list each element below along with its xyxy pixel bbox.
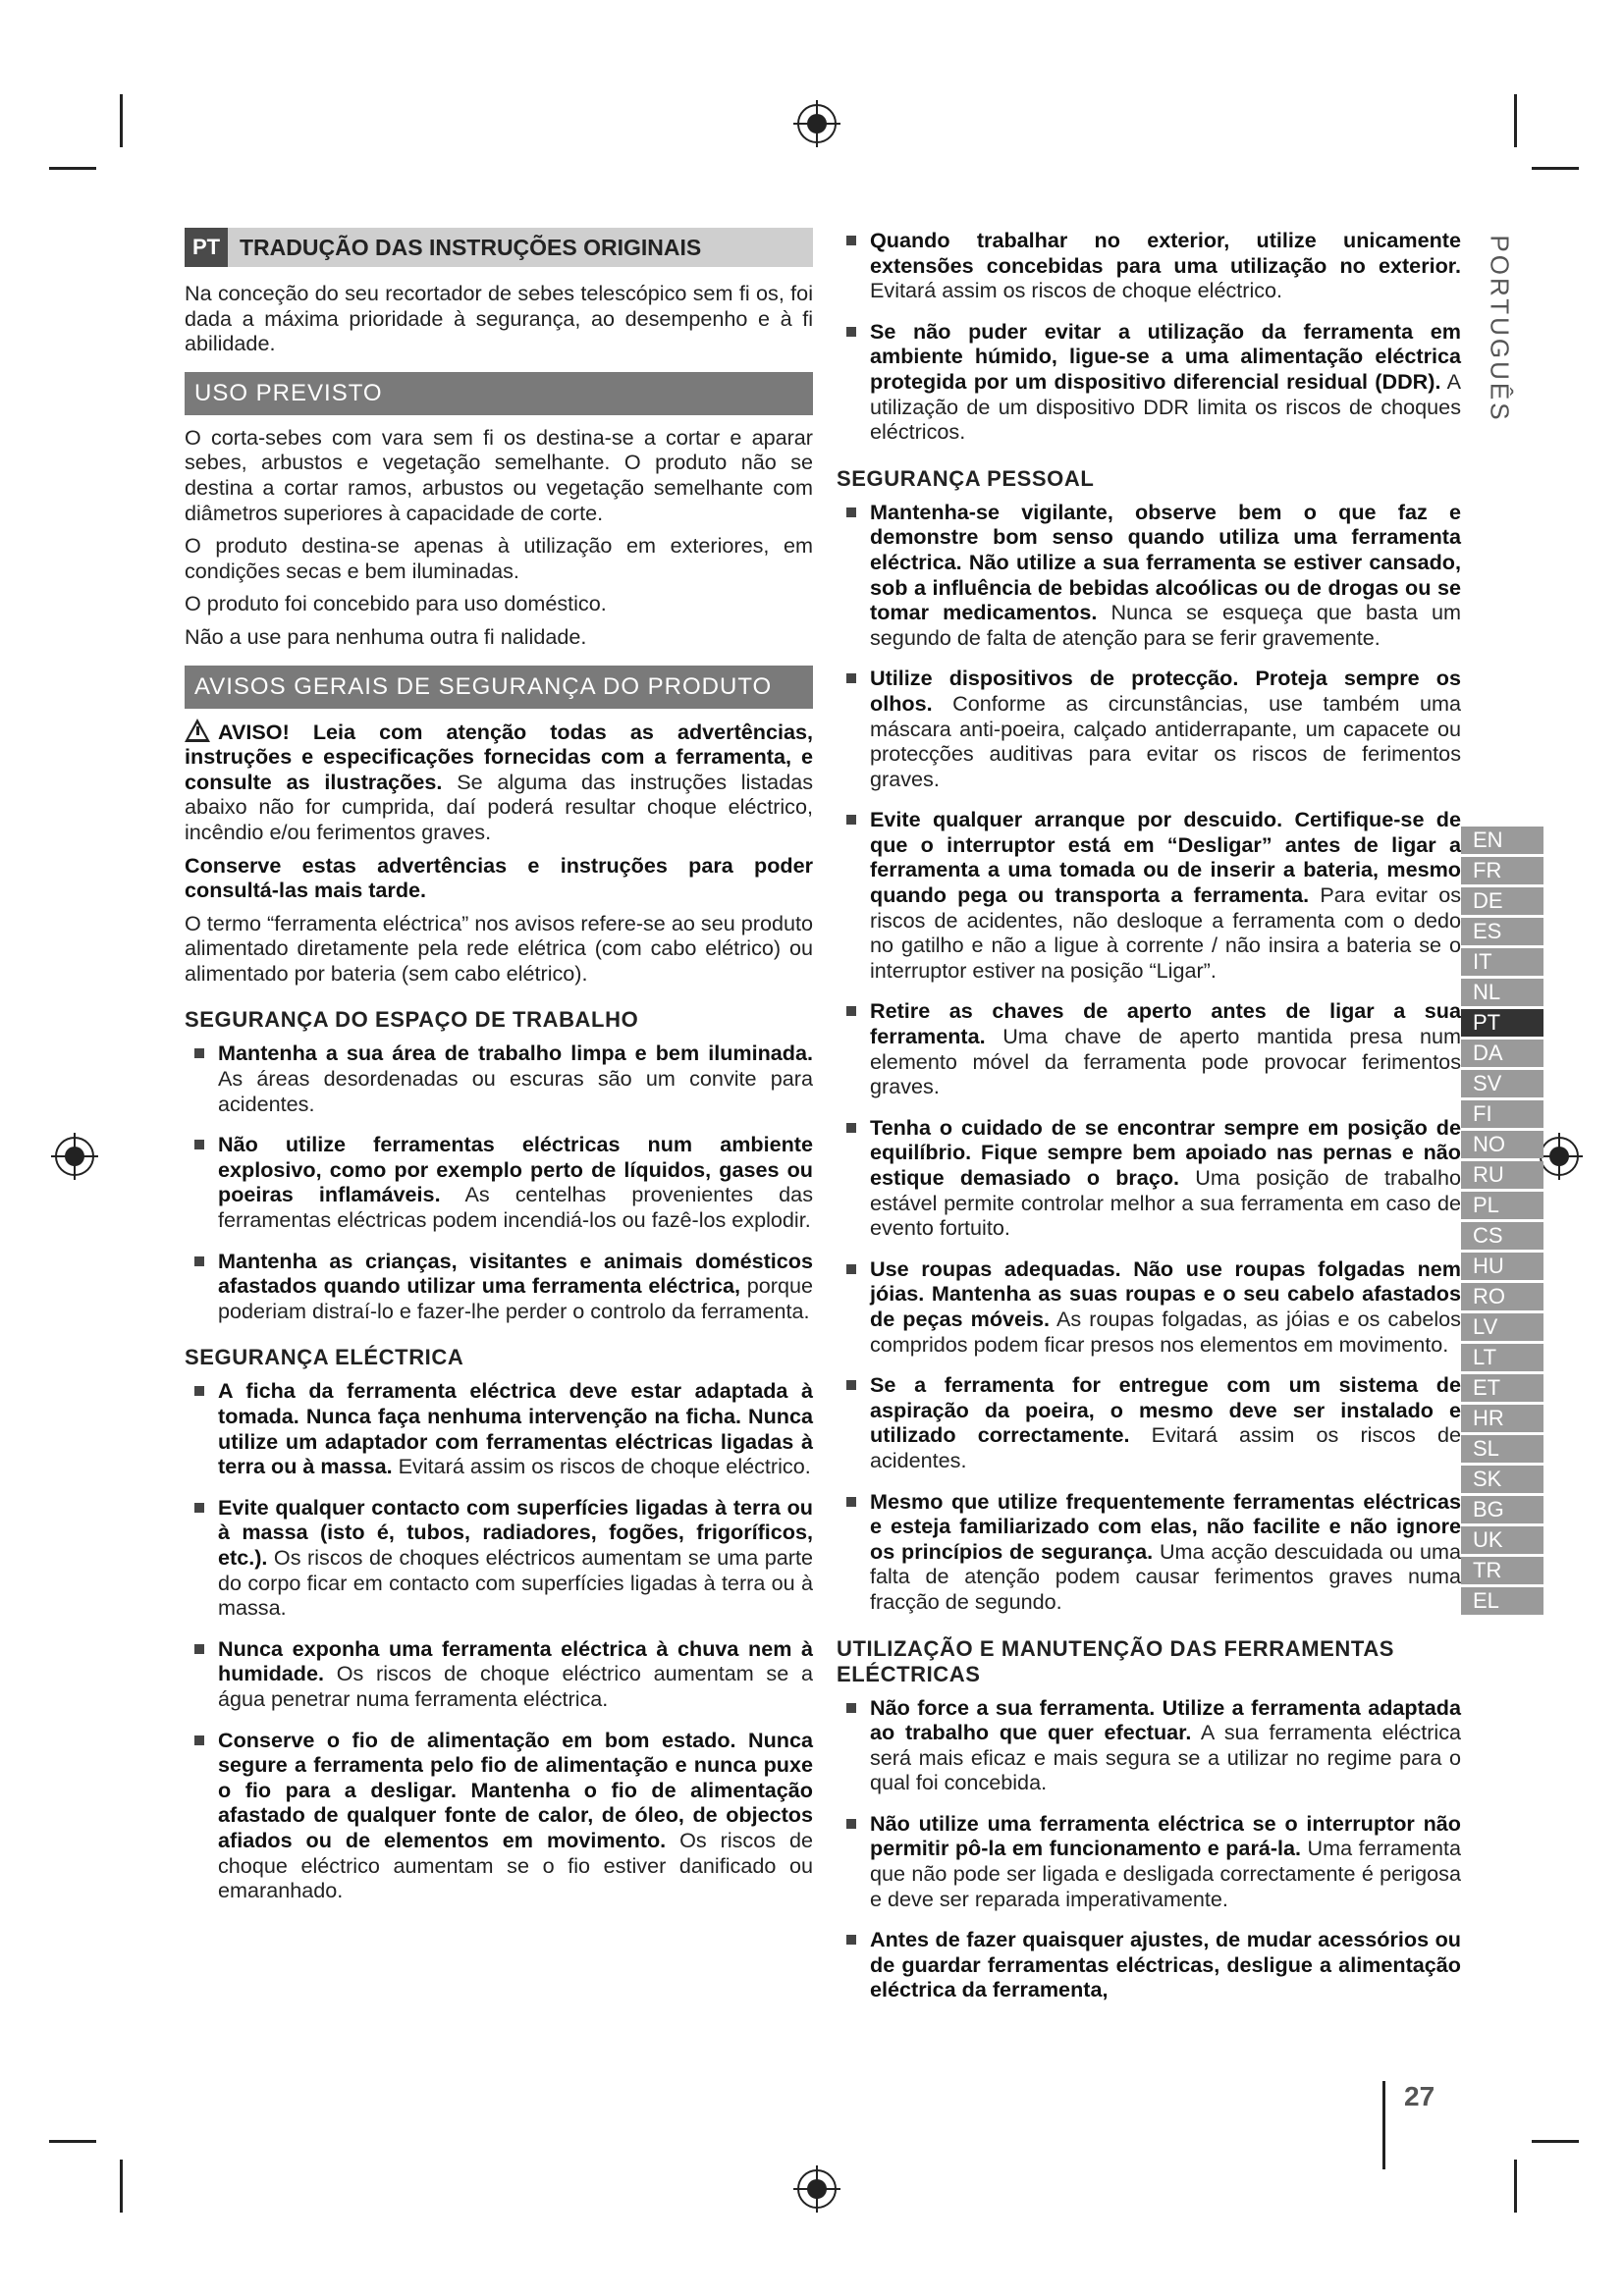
subheading-utilizacao: UTILIZAÇÃO E MANUTENÇÃO DAS FERRAMENTAS ELÉCTRICAS [837, 1635, 1395, 1686]
square-bullet-icon [846, 1497, 856, 1507]
language-tab-pt: PT [1461, 1009, 1543, 1037]
warning-triangle-icon [185, 719, 210, 742]
list-item [185, 1249, 813, 1324]
square-bullet-icon [846, 507, 856, 517]
language-tab-de: DE [1461, 887, 1543, 915]
item-bold-text: Retire as chaves de aperto antes de ligar a sua ferramenta. [870, 998, 1461, 1049]
list-item [837, 998, 1461, 1098]
item-text: Uma acção descuidada ou uma falta de atenção podem causar ferimentos graves numa fracção de segundo. [870, 1538, 1461, 1614]
language-tab-sk: SK [1461, 1466, 1543, 1493]
item-bold-text: Nunca exponha uma ferramenta eléctrica à chuva nem à humidade. [218, 1635, 813, 1686]
language-tab-hu: HU [1461, 1253, 1543, 1280]
conserve-paragraph: Conserve estas advertências e instruções para poder consultá-las mais tarde. [185, 852, 813, 903]
language-tab-tr: TR [1461, 1557, 1543, 1584]
item-text: Nunca se esqueça que basta um segundo de falta de atenção para se ferir gravemente. [870, 600, 1461, 650]
list-item [185, 1495, 813, 1621]
list-item [837, 1372, 1461, 1472]
item-bold-text: Evite qualquer contacto com superfícies ligadas à terra ou à massa (isto é, tubos, radiadores, fogões, frigoríficos, etc.). [218, 1494, 813, 1570]
square-bullet-icon [194, 1140, 204, 1149]
language-tab-ro: RO [1461, 1283, 1543, 1310]
list-utilizacao [837, 1695, 1461, 2003]
language-badge: PT [185, 228, 228, 267]
registration-mark-icon [55, 1137, 94, 1176]
list-item [837, 228, 1461, 303]
language-tab-lt: LT [1461, 1344, 1543, 1371]
item-bold-text: Utilize dispositivos de protecção. Proteja sempre os olhos. [870, 666, 1461, 716]
language-tabs [1461, 827, 1543, 1618]
item-text: A sua ferramenta eléctrica será mais eficaz e mais segura se a utilizar no regime para o qual foi concebida. [870, 1720, 1462, 1795]
item-bold-text: Mantenha-se vigilante, observe bem o que faz e demonstre bom senso quando utiliza uma ferramenta eléctrica. Não utilize a sua ferramenta se estiver cansado, sob a influência de bebidas alcoólicas ou de drogas ou se tomar medicamentos. [870, 499, 1461, 625]
warning-paragraph: AVISO! Leia com atenção todas as advertências, instruções e especificações fornecidas com a ferramenta, e consulte as ilustrações. Se alguma das instruções listadas abaixo não for cumprida, daí poderá resultar choque eléctrico, incêndio e/ou ferimentos graves. [185, 719, 814, 844]
paragraph: O corta-sebes com vara sem fi os destina-se a cortar e aparar sebes, arbustos e vegetação semelhante. O produto não se destina a cortar ramos, arbustos ou vegetação semelhante com diâmetros superiores à capacidade de corte. [185, 424, 813, 525]
item-text: Evitará assim os riscos de choque eléctrico. [870, 278, 1283, 303]
square-bullet-icon [846, 1006, 856, 1016]
registration-mark-icon [797, 104, 837, 143]
subheading-electrica: SEGURANÇA ELÉCTRICA [185, 1345, 464, 1370]
item-bold-text: Evite qualquer arranque por descuido. Certifique-se de que o interruptor está em “Desligar” antes de ligar a ferramenta a uma tomada ou de inserir a bateria, mesmo quando pega ou transporta a ferramenta. [870, 807, 1461, 908]
language-tab-pl: PL [1461, 1192, 1543, 1219]
item-bold-text: A ficha da ferramenta eléctrica deve estar adaptada à tomada. Nunca faça nenhuma intervenção na ficha. Nunca utilize um adaptador com ferramentas eléctricas ligadas à terra ou à massa. [218, 1378, 813, 1479]
square-bullet-icon [846, 1819, 856, 1829]
language-tab-en: EN [1461, 827, 1543, 854]
language-tab-el: EL [1461, 1587, 1543, 1615]
square-bullet-icon [846, 236, 856, 245]
square-bullet-icon [194, 1735, 204, 1745]
document-title-bar [185, 228, 813, 267]
paragraph: Não a use para nenhuma outra fi nalidade. [185, 623, 587, 649]
section-heading-uso-previsto: USO PREVISTO [185, 372, 813, 415]
list-electrica [185, 1378, 813, 1902]
list-item [837, 1115, 1461, 1241]
list-item [185, 1378, 813, 1478]
list-item [837, 319, 1461, 445]
subheading-espaco: SEGURANÇA DO ESPAÇO DE TRABALHO [185, 1007, 639, 1033]
square-bullet-icon [846, 673, 856, 683]
item-bold-text: Se a ferramenta for entregue com um sistema de aspiração da poeira, o mesmo deve ser instalado e utilizado correctamente. [870, 1372, 1461, 1448]
language-tab-fr: FR [1461, 857, 1543, 884]
item-text: Conforme as circunstâncias, use também uma máscara anti-poeira, calçado antiderrapante, um capacete ou protecções auditivas para evitar os riscos de ferimentos graves. [870, 690, 1461, 791]
registration-mark-icon [797, 2169, 837, 2209]
page-number-bar [1382, 2081, 1385, 2169]
item-bold-text: Se não puder evitar a utilização da ferramenta em ambiente húmido, ligue-se a uma alimentação eléctrica protegida por um dispositivo diferencial residual (DDR). [870, 318, 1461, 394]
language-tab-fi: FI [1461, 1100, 1543, 1128]
item-text: Evitará assim os riscos de acidentes. [870, 1422, 1461, 1472]
left-column [185, 228, 813, 1919]
item-text: Para evitar os riscos de acidentes, não desloque a ferramenta com o dedo no gatilho e não a ligue à corrente / não insira a bateria se o interruptor estiver na posição “Ligar”. [870, 882, 1461, 983]
list-item [185, 1132, 813, 1232]
square-bullet-icon [194, 1048, 204, 1058]
item-text: As áreas desordenadas ou escuras são um convite para acidentes. [218, 1066, 813, 1116]
list-item [837, 807, 1461, 983]
list-espaco [185, 1041, 813, 1323]
crop-mark [120, 2160, 123, 2213]
item-bold-text: Mantenha a sua área de trabalho limpa e bem iluminada. [218, 1041, 813, 1066]
list-item [837, 1927, 1461, 2002]
list-pessoal [837, 500, 1461, 1615]
crop-mark [1514, 2160, 1517, 2213]
item-text: Uma posição de trabalho estável permite controlar melhor a sua ferramenta em caso de evento fortuito. [870, 1165, 1462, 1241]
square-bullet-icon [194, 1644, 204, 1654]
language-tab-uk: UK [1461, 1526, 1543, 1554]
language-tab-nl: NL [1461, 979, 1543, 1006]
language-tab-et: ET [1461, 1374, 1543, 1402]
language-tab-cs: CS [1461, 1222, 1543, 1250]
item-bold-text: Use roupas adequadas. Não use roupas folgadas nem jóias. Mantenha as suas roupas e o seu cabelo afastados de peças móveis. [870, 1255, 1461, 1331]
item-bold-text: Mantenha as crianças, visitantes e animais domésticos afastados quando utilizar uma ferramenta eléctrica, [218, 1248, 813, 1299]
item-bold-text: Conserve o fio de alimentação em bom estado. Nunca segure a ferramenta pelo fio de alimentação e nunca puxe o fio para a desligar. Mantenha o fio de alimentação afastado de qualquer fonte de calor, de óleo, de objectos afiados ou de elementos em movimento. [218, 1727, 813, 1852]
item-text: porque poderiam distraí-lo e fazer-lhe perder o controlo da ferramenta. [218, 1273, 813, 1323]
list-item [837, 1811, 1461, 1911]
language-tab-da: DA [1461, 1040, 1543, 1067]
square-bullet-icon [846, 1703, 856, 1713]
square-bullet-icon [194, 1503, 204, 1513]
registration-mark-icon [1540, 1137, 1579, 1176]
item-text: Os riscos de choques eléctricos aumentam se uma parte do corpo ficar em contacto com superfícies ligadas à terra ou à massa. [218, 1544, 813, 1621]
termo-paragraph: O termo “ferramenta eléctrica” nos avisos refere-se ao seu produto alimentado diretamente pela rede elétrica (com cabo elétrico) ou alimentado por bateria (sem cabo elétrico). [185, 910, 813, 986]
list-item [837, 500, 1461, 651]
square-bullet-icon [846, 815, 856, 825]
language-tab-lv: LV [1461, 1313, 1543, 1341]
item-bold-text: Não utilize uma ferramenta eléctrica se o interruptor não permitir pô-la em funcionamento e pará-la. [870, 1810, 1461, 1861]
item-text: A utilização de um dispositivo DDR limita os riscos de choques eléctricos. [870, 368, 1461, 445]
square-bullet-icon [846, 327, 856, 337]
item-bold-text: Tenha o cuidado de se encontrar sempre em posição de equilíbrio. Fique sempre bem apoiado nas pernas e não estique demasiado o braço. [870, 1114, 1461, 1190]
list-item [185, 1636, 813, 1712]
list-electrica-cont [837, 228, 1461, 445]
paragraph: O produto foi concebido para uso doméstico. [185, 591, 607, 616]
square-bullet-icon [846, 1123, 856, 1133]
list-item [837, 1256, 1461, 1357]
item-bold-text: Mesmo que utilize frequentemente ferramentas eléctricas e esteja familiarizado com elas, não facilite e não ignore os princípios de segurança. [870, 1488, 1461, 1564]
crop-mark [49, 167, 96, 170]
square-bullet-icon [846, 1380, 856, 1390]
page-number: 27 [1404, 2081, 1435, 2111]
subheading-pessoal: SEGURANÇA PESSOAL [837, 465, 1095, 491]
intro-paragraph: Na conceção do seu recortador de sebes telescópico sem fi os, foi dada a máxima prioridade à segurança, ao desempenho e à fi abilidade. [185, 281, 813, 356]
side-language-title: PORTUGUÊS [1485, 235, 1515, 423]
item-text: Os riscos de choque eléctrico aumentam se o fio estiver danificado ou emaranhado. [218, 1827, 813, 1903]
language-tab-no: NO [1461, 1131, 1543, 1158]
item-text: Evitará assim os riscos de choque eléctrico. [392, 1454, 811, 1479]
list-item [185, 1728, 813, 1903]
language-tab-sl: SL [1461, 1435, 1543, 1463]
item-text: Uma ferramenta que não pode ser ligada e desligada correctamente é perigosa e deve ser reparada imperativamente. [870, 1836, 1461, 1911]
square-bullet-icon [846, 1264, 856, 1274]
document-title: TRADUÇÃO DAS INSTRUÇÕES ORIGINAIS [240, 234, 702, 260]
language-tab-it: IT [1461, 948, 1543, 976]
item-bold-text: Antes de fazer quaisquer ajustes, de mudar acessórios ou de guardar ferramentas eléctricas, desligue a alimentação eléctrica da ferramenta, [870, 1927, 1461, 2002]
item-bold-text: Quando trabalhar no exterior, utilize unicamente extensões concebidas para uma utilização no exterior. [870, 228, 1461, 278]
crop-mark [1532, 2140, 1579, 2143]
square-bullet-icon [194, 1256, 204, 1266]
crop-mark [1514, 94, 1517, 147]
list-item [837, 1489, 1461, 1615]
item-text: As centelhas provenientes das ferramentas eléctricas podem incendiá-los ou fazê-los explodir. [218, 1182, 813, 1233]
language-tab-sv: SV [1461, 1070, 1543, 1097]
section-heading-avisos: AVISOS GERAIS DE SEGURANÇA DO PRODUTO [185, 666, 813, 709]
item-bold-text: Não force a sua ferramenta. Utilize a ferramenta adaptada ao trabalho que quer efectuar. [870, 1694, 1461, 1745]
item-text: Uma chave de aperto mantida presa num elemento móvel da ferramenta pode provocar ferimentos graves. [870, 1024, 1461, 1099]
language-tab-bg: BG [1461, 1496, 1543, 1523]
square-bullet-icon [846, 1935, 856, 1945]
item-bold-text: Não utilize ferramentas eléctricas num ambiente explosivo, como por exemplo perto de líquidos, gases ou poeiras inflamáveis. [218, 1132, 813, 1207]
right-column [837, 228, 1461, 2018]
language-tab-ru: RU [1461, 1161, 1543, 1189]
list-item [837, 666, 1461, 791]
language-tab-es: ES [1461, 918, 1543, 945]
list-item [837, 1695, 1461, 1795]
item-text: Os riscos de choque eléctrico aumentam se a água penetrar numa ferramenta eléctrica. [218, 1661, 813, 1711]
square-bullet-icon [194, 1386, 204, 1396]
crop-mark [120, 94, 123, 147]
item-text: As roupas folgadas, as jóias e os cabelos compridos podem ficar presos nos elementos em movimento. [870, 1306, 1461, 1357]
language-tab-hr: HR [1461, 1405, 1543, 1432]
list-item [185, 1041, 813, 1116]
crop-mark [1532, 167, 1579, 170]
paragraph: O produto destina-se apenas à utilização em exteriores, em condições secas e bem iluminadas. [185, 533, 813, 583]
crop-mark [49, 2140, 96, 2143]
